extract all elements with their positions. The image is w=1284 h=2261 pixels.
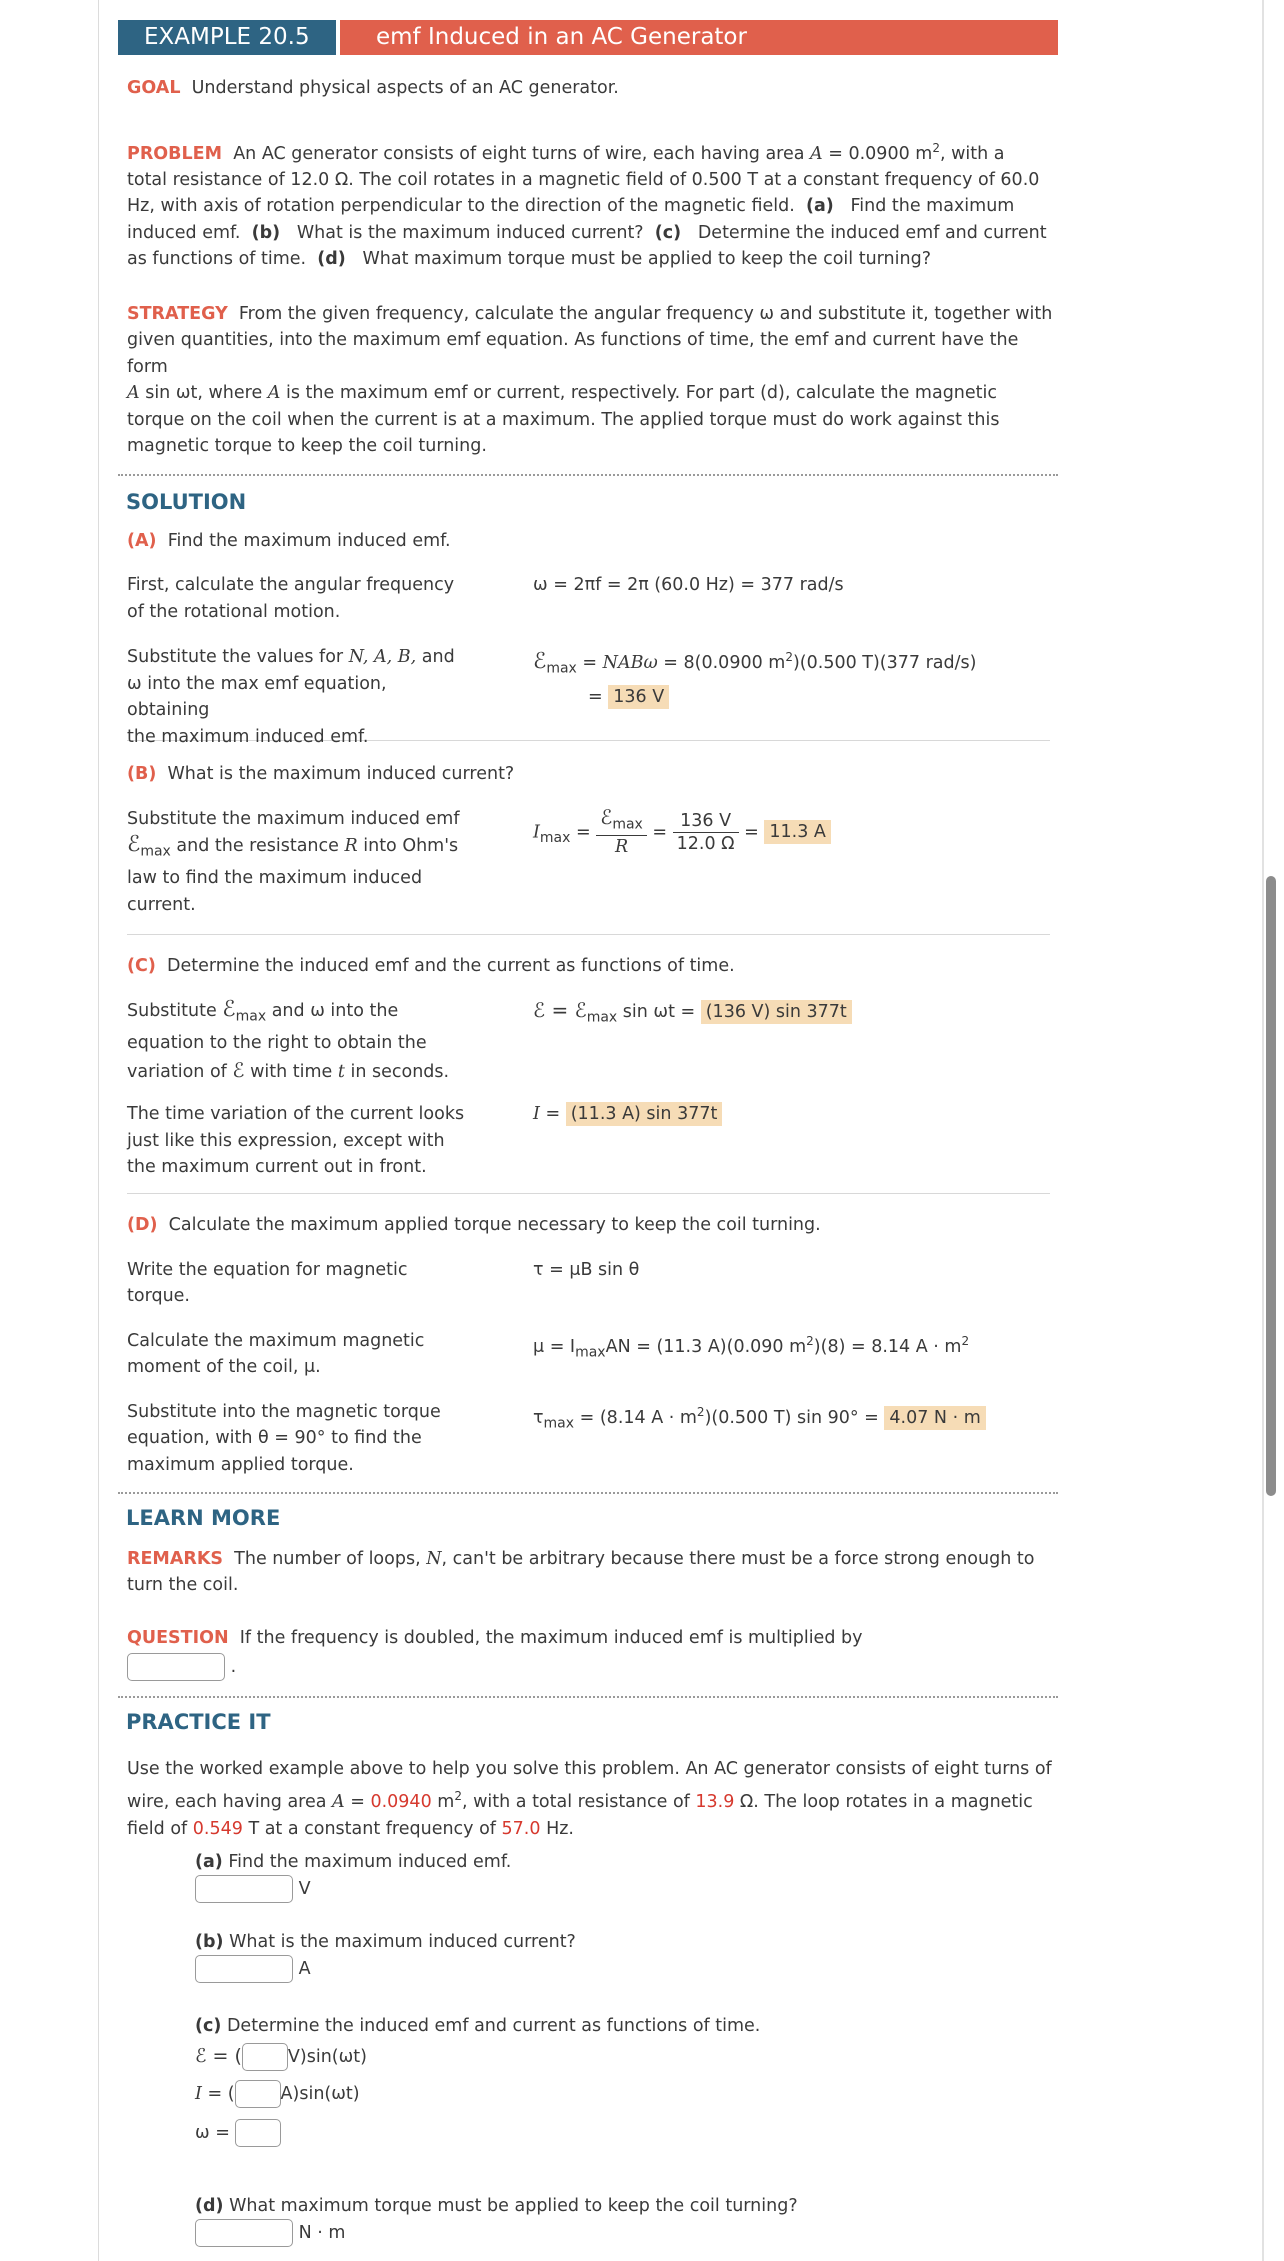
part-b-step [118,806,1058,934]
eq-text: NABω [602,653,658,674]
learn-more-heading: LEARN MORE [126,1505,281,1530]
answer-input-b[interactable] [195,1955,293,1983]
divider [127,934,1050,935]
step-text: maximum applied torque. [127,1454,354,1475]
practice-frequency-value: 57.0 [501,1819,541,1840]
problem-text: Find the maximum [850,196,1015,217]
divider [118,474,1058,476]
eq-text: = 8(0.0900 m [657,653,786,674]
step-equation: $I_{max}$ = $\frac{ℰ_{max}}{R}$ = $\frac{136 V}{12.0 \Omega}$ = 11.3 A [533,806,831,859]
answer-input-emf-amplitude[interactable] [242,2043,288,2071]
practice-question-a [195,1849,1058,1903]
step-text: equation to the right to obtain the [127,1033,427,1054]
page-border-left [98,0,99,2261]
part-title-text: What is the maximum induced current? [167,764,515,785]
step-text: First, calculate the angular frequency [127,575,455,596]
strategy-paragraph: STRATEGY From the given frequency, calculate the angular frequency ω and substitute it, together with given quantities, into the maximum emf equation. As functions of time, the emf and current have the form A sin ωt, where A is the maximum emf or current, respectively. For part (d), calculate the magnetic torque on the coil when the current is at a maximum. The applied torque must do work against this magnetic torque to keep the coil turning. [127,301,1058,460]
step-text: the maximum induced emf. [127,726,369,747]
step-text: and [416,647,455,668]
subscript: max [546,660,577,677]
problem-text: as functions of time. [127,249,307,270]
part-title-text: Calculate the maximum applied torque necessary to keep the coil turning. [168,1215,821,1236]
step-text: Calculate the maximum magnetic [127,1330,425,1351]
eq-text: = [588,687,609,708]
eq-text: I [533,1104,540,1125]
answer-input-a[interactable] [195,1875,293,1903]
emf-symbol: ℰ [533,649,547,675]
step-equation [533,1399,986,1437]
eq-text: τ [533,1407,544,1428]
step-text: and ω into the [266,1001,399,1022]
part-title-text: Find the maximum induced emf. [167,530,451,551]
divider [118,1696,1058,1698]
practice-question-d [195,2193,1058,2247]
example-content [118,20,1058,2247]
goal-text: Understand physical aspects of an AC generator. [191,78,619,98]
step-explanation [127,997,472,1085]
question-text: . [230,1657,237,1678]
eq-text: = [576,653,603,674]
practice-text: Hz. [540,1819,574,1840]
unit-label: V)sin(ωt) [287,2047,367,2068]
highlighted-result: 136 V [608,685,669,709]
eq-text: I [533,822,540,843]
part-a-title [127,528,1058,555]
question-text: Find the maximum induced emf. [228,1852,512,1873]
step-text: equation, with θ = 90° to find the [127,1428,422,1449]
step-equation: τ = μB sin θ [533,1259,640,1280]
step-text: law to find the maximum induced [127,868,423,889]
highlighted-result: 4.07 N · m [884,1406,985,1430]
step-text: The time variation of the current looks [127,1104,465,1125]
step-text: variation of [127,1061,233,1082]
practice-intro [127,1756,1058,1843]
problem-text: An AC generator consists of eight turns of wire, each having area [233,143,811,164]
problem-text: = 0.0900 m [822,143,933,164]
part-label: (B) [127,764,157,785]
part-label: (D) [127,1215,158,1236]
step-text: the maximum current out in front. [127,1157,427,1178]
eq-text: = (8.14 A · m [574,1407,697,1428]
unit-label: A)sin(ωt) [280,2084,360,2105]
question-part-label: (c) [195,2016,222,2037]
remarks-text: N [426,1548,442,1569]
practice-text: T at a constant frequency of [242,1819,502,1840]
emf-symbol: ℰ [232,1057,245,1082]
problem-text: total resistance of 12.0 Ω. The coil rotates in a magnetic field of 0.500 T at a constant frequency of 60.0 [127,169,1040,190]
subscript: max [235,1008,267,1025]
problem-text: Determine the induced emf and current [697,222,1047,243]
remarks-text: turn the coil. [127,1575,239,1596]
question-part-label: (a) [195,1852,223,1873]
step-text: N, A, B, [348,647,417,668]
practice-text: = [344,1792,371,1813]
problem-part-label: (a) [805,196,834,217]
eq-text: )(0.500 T) sin 90° = [704,1407,885,1428]
page-border-right [1262,0,1264,2261]
question-part-label: (d) [195,2196,224,2217]
remarks-text: The number of loops, [234,1548,427,1569]
problem-text: What maximum torque must be applied to keep the coil turning? [362,249,931,270]
emf-symbol: ℰ [600,804,613,829]
subscript: max [543,1415,575,1432]
scrollbar-thumb[interactable] [1266,876,1276,1496]
eq-text: sin ωt = [617,1002,701,1023]
step-text: moment of the coil, μ. [127,1357,321,1378]
superscript: 2 [961,1333,970,1348]
problem-text: Hz, with axis of rotation perpendicular to the direction of the magnetic field. [127,196,795,217]
practice-text: A [332,1792,345,1813]
part-label: (A) [127,530,157,551]
question-part-label: (b) [195,1932,224,1953]
fraction [596,806,647,859]
part-d-title [127,1212,1058,1239]
step-equation [533,1101,722,1128]
problem-text: induced emf. [127,222,241,243]
step-text: current. [127,894,196,915]
superscript: 2 [806,1333,814,1348]
practice-area-value: 0.0940 [370,1792,432,1813]
step-text: R [344,836,358,857]
step-text: into Ohm's [357,836,459,857]
practice-text: field of [127,1819,193,1840]
omega-label: ω = [195,2123,230,2144]
subscript: max [575,1344,606,1361]
step-text: in seconds. [344,1061,450,1082]
strategy-text: given quantities, into the maximum emf equation. As functions of time, the emf and current have the form [127,330,1019,377]
part-a-step-2 [118,644,1058,747]
strategy-text: From the given frequency, calculate the angular frequency ω and substitute it, together with [238,303,1053,324]
remarks-label: REMARKS [127,1548,224,1569]
step-text: Substitute [127,1001,223,1022]
step-explanation [127,806,472,919]
remarks-text: , can't be arbitrary because there must be a force strong enough to [441,1548,1035,1569]
example-number: EXAMPLE 20.5 [118,20,336,55]
example-title: emf Induced in an AC Generator [340,20,1058,55]
step-text: and the resistance [170,836,345,857]
subscript: max [539,829,571,846]
eq-text: )(0.500 T)(377 rad/s) [792,653,977,674]
practice-resistance-value: 13.9 [695,1792,735,1813]
practice-text: wire, each having area [127,1792,333,1813]
question-paragraph [127,1625,1058,1682]
eq-text: )(8) = 8.14 A · m [813,1336,962,1357]
remarks-paragraph [127,1546,1058,1599]
step-explanation [127,1257,472,1310]
question-text: If the frequency is doubled, the maximum induced emf is multiplied by [239,1627,863,1648]
answer-input-omega[interactable] [235,2119,281,2147]
practice-text: m [431,1792,455,1813]
answer-input-current-amplitude[interactable] [235,2080,281,2108]
step-equation [533,644,976,710]
step-text: with time [244,1061,338,1082]
question-text: Determine the induced emf and current as functions of time. [226,2016,761,2037]
step-text: Substitute the values for [127,647,349,668]
part-b-title [127,761,1058,788]
current-equation-label: = ( [201,2084,235,2105]
part-d-step-2 [118,1328,1058,1399]
problem-label: PROBLEM [127,143,223,164]
eq-text: ℰ = ℰ [533,998,587,1023]
problem-part-label: (b) [251,222,281,243]
strategy-label: STRATEGY [127,303,228,324]
part-a-step-1 [118,572,1058,644]
step-text: t [337,1061,345,1082]
highlighted-result: 11.3 A [764,820,831,844]
current-equation-label: I [195,2084,202,2105]
step-text: Write the equation for magnetic [127,1259,408,1280]
part-c-title [127,953,1058,980]
part-c-step-2 [118,1101,1058,1193]
step-text: of the rotational motion. [127,601,341,622]
practice-question-c [195,2013,1058,2147]
goal-paragraph [127,75,1058,102]
strategy-text: torque on the coil when the current is at a maximum. The applied torque must do work against this [127,409,1000,430]
practice-text: , with a total resistance of [461,1792,696,1813]
strategy-text: is the maximum emf or current, respectively. For part (d), calculate the magnetic [280,383,998,404]
step-explanation [127,644,472,750]
practice-heading: PRACTICE IT [126,1710,271,1735]
step-text: just like this expression, except with [127,1130,445,1151]
problem-text: What is the maximum induced current? [296,222,644,243]
eq-text: = [539,1104,566,1125]
practice-question-b [195,1929,1058,1983]
practice-questions [195,1849,1058,2247]
question-text: What maximum torque must be applied to keep the coil turning? [229,2196,798,2217]
part-d-step-3 [118,1399,1058,1492]
eq-text: AN = (11.3 A)(0.090 m [605,1336,807,1357]
subscript: max [586,1009,618,1026]
superscript: 2 [785,650,793,665]
strategy-text: magnetic torque to keep the coil turning. [127,436,487,457]
problem-part-label: (d) [317,249,346,270]
divider [118,1492,1058,1494]
eq-text: R [614,837,629,858]
unit-label: A [298,1959,311,1980]
answer-input-d[interactable] [195,2219,293,2247]
part-title-text: Determine the induced emf and the current as functions of time. [166,955,735,976]
question-answer-input[interactable] [127,1653,225,1681]
example-banner [118,20,1058,55]
problem-paragraph: PROBLEM An AC generator consists of eight turns of wire, each having area A = 0.0900 $m^2$, with a total resistance of 12.0 Ω. The coil rotates in a magnetic field of 0.500 T at a constant frequency of 60.0 Hz, with axis of rotation perpendicular to the direction of the magnetic field. (a) Find the maximum induced emf. (b) What is the maximum induced current? (c) Determine the induced emf and current as functions of time. (d) What maximum torque must be applied to keep the coil turning? [127,135,1058,273]
step-explanation [127,1328,472,1381]
step-explanation [127,572,472,625]
question-text: What is the maximum induced current? [229,1932,576,1953]
solution-heading: SOLUTION [126,489,247,514]
step-equation: ω = 2πf = 2π (60.0 Hz) = 377 rad/s [533,575,844,596]
highlighted-result: (11.3 A) sin 377t [566,1102,723,1126]
part-label: (C) [127,955,156,976]
emf-symbol: ℰ [222,997,236,1023]
step-equation [533,1328,969,1366]
step-explanation [127,1101,472,1181]
question-label: QUESTION [127,1627,229,1648]
practice-text: Ω. The loop rotates in a magnetic [734,1792,1033,1813]
emf-equation-label: ℰ = ( [195,2045,242,2068]
unit-label: N · m [298,2223,346,2244]
strategy-text: sin ωt, where [139,383,268,404]
eq-text: μ = I [533,1336,576,1357]
step-text: Substitute into the magnetic torque [127,1401,441,1422]
step-text: ω into the max emf equation, obtaining [127,673,387,721]
part-c-step-1 [118,997,1058,1101]
highlighted-result: (136 V) sin 377t [701,1000,852,1024]
step-text: Substitute the maximum induced emf [127,808,460,829]
problem-part-label: (c) [654,222,682,243]
goal-label: GOAL [127,78,181,98]
step-explanation [127,1399,472,1479]
step-text: torque. [127,1286,190,1307]
part-d-step-1 [118,1257,1058,1328]
unit-label: V [298,1879,311,1900]
superscript: 2 [696,1404,705,1419]
practice-field-value: 0.549 [192,1819,243,1840]
divider [127,1193,1050,1194]
fraction: $\frac{136 V}{12.0 \Omega}$ [673,810,739,855]
superscript: 2 [454,1789,462,1804]
step-equation [533,997,852,1031]
practice-text: Use the worked example above to help you solve this problem. An AC generator consists of eight turns of [127,1759,1052,1780]
subscript: max [612,816,643,833]
emf-symbol: ℰ [127,832,141,858]
problem-text: , with a [939,143,1005,164]
subscript: max [140,843,171,860]
